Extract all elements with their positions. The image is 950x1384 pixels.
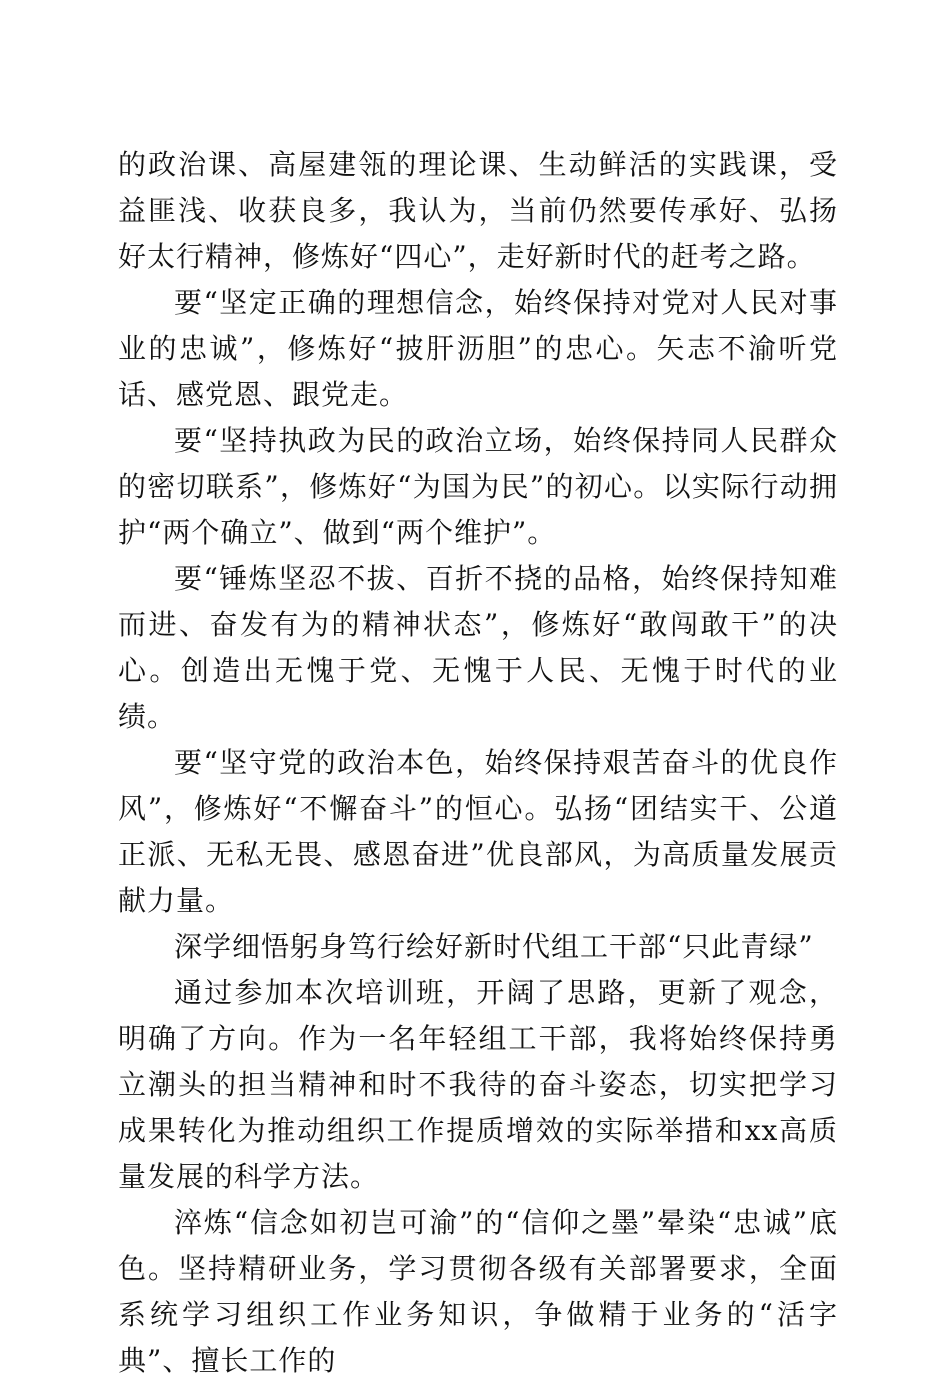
document-body [118, 142, 838, 1384]
paragraph-6: 通过参加本次培训班，开阔了思路，更新了观念，明确了方向。作为一名年轻组工干部，我将始终保持勇立潮头的担当精神和时不我待的奋斗姿态，切实把学习成果转化为推动组织工作提质增效的实际举措和xx高质量发展的科学方法。 [118, 976, 838, 1193]
paragraph-3: 要“坚持执政为民的政治立场，始终保持同人民群众的密切联系”，修炼好“为国为民”的初心。以实际行动拥护“两个确立”、做到“两个维护”。 [118, 424, 838, 549]
paragraph-2: 要“坚定正确的理想信念，始终保持对党对人民对事业的忠诚”，修炼好“披肝沥胆”的忠心。矢志不渝听党话、感党恩、跟党走。 [118, 286, 838, 411]
paragraph-5: 要“坚守党的政治本色，始终保持艰苦奋斗的优良作风”，修炼好“不懈奋斗”的恒心。弘扬“团结实干、公道正派、无私无畏、感恩奋进”优良部风，为高质量发展贡献力量。 [118, 746, 838, 917]
section-heading: 深学细悟躬身笃行绘好新时代组工干部“只此青绿” [174, 930, 814, 963]
paragraph-4: 要“锤炼坚忍不拔、百折不挠的品格，始终保持知难而进、奋发有为的精神状态”，修炼好“敢闯敢干”的决心。创造出无愧于党、无愧于人民、无愧于时代的业绩。 [118, 562, 838, 733]
paragraph-7: 淬炼“信念如初岂可渝”的“信仰之墨”晕染“忠诚”底色。坚持精研业务，学习贯彻各级有关部署要求，全面系统学习组织工作业务知识，争做精于业务的“活字典”、擅长工作的 [118, 1206, 838, 1377]
paragraph-1: 的政治课、高屋建瓴的理论课、生动鲜活的实践课，受益匪浅、收获良多，我认为，当前仍然要传承好、弘扬好太行精神，修炼好“四心”，走好新时代的赶考之路。 [118, 148, 838, 273]
